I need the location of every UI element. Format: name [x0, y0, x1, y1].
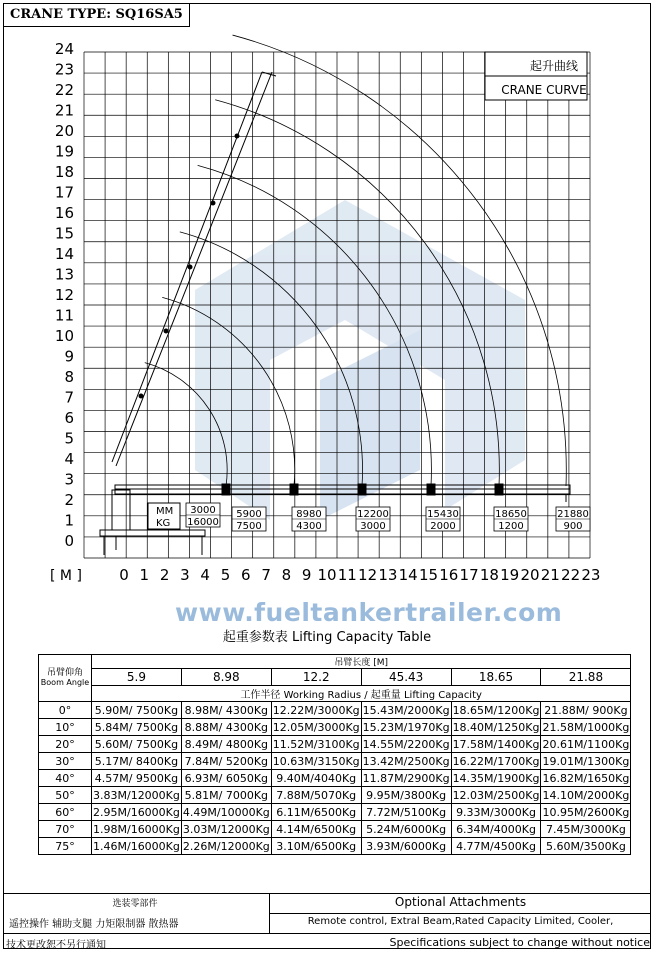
table-row	[39, 702, 631, 719]
point-mm: 12200	[357, 509, 389, 520]
radius-header: 工作半径 Working Radius / 起重量 Lifting Capacity	[92, 686, 631, 702]
point-label	[292, 507, 326, 532]
angle-cell: 70°	[39, 821, 92, 838]
x-tick-label: 7	[261, 566, 271, 584]
capacity-cell: 15.43M/2000Kg	[362, 703, 450, 717]
point-mm: 5900	[236, 509, 262, 520]
x-tick-label: 20	[520, 566, 540, 584]
capacity-cell: 9.40M/4040Kg	[271, 770, 361, 787]
capacity-cell: 11.52M/3100Kg	[272, 737, 360, 751]
capacity-cell: 5.84M/ 7500Kg	[92, 719, 182, 736]
capacity-cell: 19.01M/1300Kg	[542, 754, 630, 768]
y-tick-label: 20	[54, 122, 74, 140]
capacity-cell: 12.03M/2500Kg	[452, 788, 540, 802]
x-tick-label: 11	[337, 566, 357, 584]
x-tick-label: 4	[200, 566, 210, 584]
x-tick-label: 15	[418, 566, 439, 584]
page-title: CRANE TYPE: SQ16SA5	[3, 3, 190, 27]
table-row	[39, 770, 631, 787]
capacity-cell: 15.23M/1970Kg	[362, 720, 450, 734]
y-tick-label: 2	[64, 491, 74, 509]
x-tick-label: 9	[301, 566, 312, 584]
point-mm: 8980	[296, 509, 322, 520]
capacity-cell: 20.61M/1100Kg	[542, 737, 630, 751]
point-mm: 3000	[190, 505, 216, 516]
y-tick-label: 9	[64, 347, 74, 366]
point-kg: 7500	[236, 521, 262, 532]
x-tick-label: 6	[241, 566, 251, 584]
brand-logo-watermark	[195, 200, 525, 520]
point-kg: 3000	[360, 521, 386, 532]
y-tick-label: 23	[54, 60, 74, 79]
angle-cell: 50°	[39, 787, 92, 804]
angle-cell: 30°	[39, 753, 92, 770]
point-label	[426, 507, 460, 532]
notice-cn: 技术更改恕不另行通知	[6, 940, 106, 951]
x-tick-label: 22	[561, 566, 581, 584]
chart-grid	[84, 52, 590, 558]
x-tick-label: 18	[479, 566, 499, 584]
x-tick-label: 23	[581, 566, 601, 584]
capacity-cell: 14.10M/2000Kg	[542, 788, 630, 802]
x-tick-label: 14	[398, 566, 418, 584]
x-tick-label: 13	[378, 566, 398, 584]
capacity-cell: 7.84M/ 5200Kg	[181, 753, 271, 770]
capacity-cell: 5.24M/6000Kg	[361, 821, 451, 838]
table-row	[39, 838, 631, 855]
y-tick-label: 14	[54, 245, 74, 263]
x-tick-label: 16	[439, 566, 459, 584]
boom-length-cell: 18.65	[451, 669, 541, 686]
capacity-cell: 8.49M/ 4800Kg	[181, 736, 271, 753]
capacity-cell: 14.35M/1900Kg	[452, 771, 540, 785]
y-tick-label: 1	[64, 511, 74, 530]
y-tick-label: 15	[54, 224, 74, 243]
y-axis-labels	[55, 40, 74, 550]
optional-en: Optional Attachments	[394, 895, 527, 909]
angle-header-cell	[39, 655, 92, 702]
capacity-cell: 9.33M/3000Kg	[451, 804, 541, 821]
point-mm: 21880	[557, 509, 589, 520]
footer-bottom-line	[3, 933, 651, 934]
y-tick-label: 22	[54, 81, 74, 99]
y-tick-label: 10	[54, 327, 74, 345]
point-mm: 18650	[495, 509, 527, 520]
capacity-cell: 5.81M/ 7000Kg	[181, 787, 271, 804]
point-label	[556, 507, 590, 532]
capacity-cell: 6.93M/ 6050Kg	[181, 770, 271, 787]
capacity-cell: 8.88M/ 4300Kg	[181, 719, 271, 736]
capacity-cell: 3.93M/6000Kg	[361, 838, 451, 855]
angle-cell: 40°	[39, 770, 92, 787]
table-row	[39, 787, 631, 804]
watermark-url: www.fueltankertrailer.com	[175, 598, 563, 627]
x-axis-unit: [ M ]	[50, 568, 82, 584]
boom-length-cell: 5.9	[92, 669, 182, 686]
capacity-cell: 7.72M/5100Kg	[361, 804, 451, 821]
y-tick-label: 5	[64, 429, 74, 448]
capacity-cell: 1.98M/16000Kg	[93, 822, 180, 836]
boom-length-cell: 8.98	[181, 669, 271, 686]
capacity-cell: 6.34M/4000Kg	[451, 821, 541, 838]
capacity-cell: 18.40M/1250Kg	[452, 720, 540, 734]
capacity-cell: 3.10M/6500Kg	[271, 838, 361, 855]
y-tick-label: 6	[64, 409, 74, 427]
capacity-cell: 5.17M/ 8400Kg	[92, 753, 182, 770]
y-tick-label: 8	[64, 368, 74, 386]
capacity-cell: 3.83M/12000Kg	[93, 788, 180, 802]
lifting-capacity-table	[38, 654, 631, 855]
capacity-cell: 11.87M/2900Kg	[362, 771, 450, 785]
point-label	[232, 507, 266, 532]
x-tick-label: 5	[220, 566, 231, 584]
boom-length-cell: 45.43	[361, 669, 451, 686]
items-cn: 遥控操作 辅助支腿 力矩限制器 散热器	[9, 919, 179, 930]
point-kg: 900	[563, 521, 583, 532]
x-tick-label: 12	[358, 566, 378, 584]
x-tick-label: 1	[139, 566, 150, 584]
angle-cell: 10°	[39, 719, 92, 736]
table-header-row	[39, 655, 631, 669]
point-labels	[186, 503, 590, 532]
x-tick-label: 17	[459, 566, 479, 584]
y-tick-label: 4	[64, 450, 74, 468]
capacity-cell: 7.45M/3000Kg	[541, 821, 631, 838]
capacity-cell: 4.14M/6500Kg	[271, 821, 361, 838]
chart-legend	[485, 52, 587, 100]
y-tick-label: 12	[54, 286, 74, 304]
x-tick-label: 21	[540, 566, 560, 584]
point-label	[186, 503, 220, 528]
point-kg: 4300	[296, 521, 322, 532]
table-title: 起重参数表 Lifting Capacity Table	[222, 630, 432, 645]
unit-mm: MM	[156, 506, 174, 517]
x-tick-label: 2	[159, 566, 170, 584]
boom-length-cell: 21.88	[541, 669, 631, 686]
angle-cell: 0°	[39, 702, 92, 719]
y-tick-label: 17	[54, 183, 74, 202]
y-tick-label: 19	[54, 142, 74, 161]
capacity-cell: 16.22M/1700Kg	[452, 754, 540, 768]
capacity-cell: 18.65M/1200Kg	[452, 703, 540, 717]
capacity-cell: 1.46M/16000Kg	[93, 839, 180, 853]
x-tick-label: 3	[180, 566, 190, 584]
capacity-cell: 4.77M/4500Kg	[451, 838, 541, 855]
point-kg: 1200	[498, 521, 524, 532]
table-row	[39, 736, 631, 753]
angle-cell: 20°	[39, 736, 92, 753]
point-label	[494, 507, 528, 532]
x-tick-label: 0	[119, 566, 129, 584]
table-row	[39, 719, 631, 736]
capacity-cell: 21.88M/ 900Kg	[541, 702, 631, 719]
angle-header-cn: 吊臂仰角	[46, 668, 83, 678]
angle-header-en: Boom Angle	[40, 678, 90, 687]
capacity-cell: 3.03M/12000Kg	[182, 822, 270, 836]
capacity-cell: 12.22M/3000Kg	[272, 703, 360, 717]
capacity-cell: 17.58M/1400Kg	[452, 737, 540, 751]
notice-en: Specifications subject to change without notice	[389, 936, 650, 949]
boom-length-header: 吊臂长度 [M]	[92, 655, 631, 669]
y-tick-label: 16	[54, 204, 74, 222]
y-tick-label: 21	[54, 101, 74, 120]
angle-cell: 75°	[39, 838, 92, 855]
capacity-cell: 16.82M/1650Kg	[542, 771, 630, 785]
point-mm: 15430	[427, 509, 459, 520]
x-tick-label: 19	[500, 566, 520, 584]
y-tick-label: 24	[54, 40, 74, 58]
y-tick-label: 13	[54, 265, 74, 284]
capacity-cell: 7.88M/5070Kg	[271, 787, 361, 804]
table-row	[39, 804, 631, 821]
point-label	[356, 507, 390, 532]
capacity-cell: 13.42M/2500Kg	[362, 754, 450, 768]
capacity-cell: 9.95M/3800Kg	[361, 787, 451, 804]
boom-length-row	[39, 669, 631, 686]
y-tick-label: 11	[54, 306, 74, 325]
capacity-cell: 21.58M/1000Kg	[542, 720, 630, 734]
capacity-cell: 8.98M/ 4300Kg	[181, 702, 271, 719]
x-tick-label: 10	[317, 566, 337, 584]
point-kg: 16000	[187, 517, 219, 528]
legend-en: CRANE CURVE	[501, 83, 587, 97]
y-tick-label: 3	[64, 470, 74, 489]
optional-cn: 选装零部件	[112, 899, 158, 909]
capacity-cell: 5.60M/3500Kg	[541, 838, 631, 855]
footer-en-block	[270, 893, 651, 933]
capacity-cell: 2.95M/16000Kg	[93, 805, 180, 819]
y-tick-label: 7	[64, 388, 74, 407]
y-tick-label: 0	[64, 532, 74, 550]
x-tick-label: 8	[281, 566, 292, 584]
unit-kg: KG	[156, 518, 171, 529]
items-en: Remote control, Extral Beam,Rated Capacity Limited, Cooler,	[307, 916, 614, 927]
capacity-cell: 10.95M/2600Kg	[542, 805, 630, 819]
capacity-cell: 6.11M/6500Kg	[271, 804, 361, 821]
capacity-cell: 10.63M/3150Kg	[272, 754, 360, 768]
table-row	[39, 821, 631, 838]
unit-key	[148, 503, 180, 529]
capacity-cell: 14.55M/2200Kg	[362, 737, 450, 751]
capacity-cell: 4.49M/10000Kg	[182, 805, 270, 819]
footer-cn-block	[3, 893, 270, 933]
angle-cell: 60°	[39, 804, 92, 821]
legend-cn: 起升曲线	[529, 59, 579, 73]
capacity-cell: 4.57M/ 9500Kg	[92, 770, 182, 787]
x-axis-labels	[119, 566, 600, 584]
capacity-cell: 12.05M/3000Kg	[272, 720, 360, 734]
capacity-cell: 2.26M/12000Kg	[182, 839, 270, 853]
capacity-cell: 5.90M/ 7500Kg	[92, 702, 182, 719]
boom-length-cell: 12.2	[271, 669, 361, 686]
capacity-cell: 5.60M/ 7500Kg	[92, 736, 182, 753]
table-row	[39, 753, 631, 770]
point-kg: 2000	[430, 521, 456, 532]
y-tick-label: 18	[54, 163, 74, 181]
